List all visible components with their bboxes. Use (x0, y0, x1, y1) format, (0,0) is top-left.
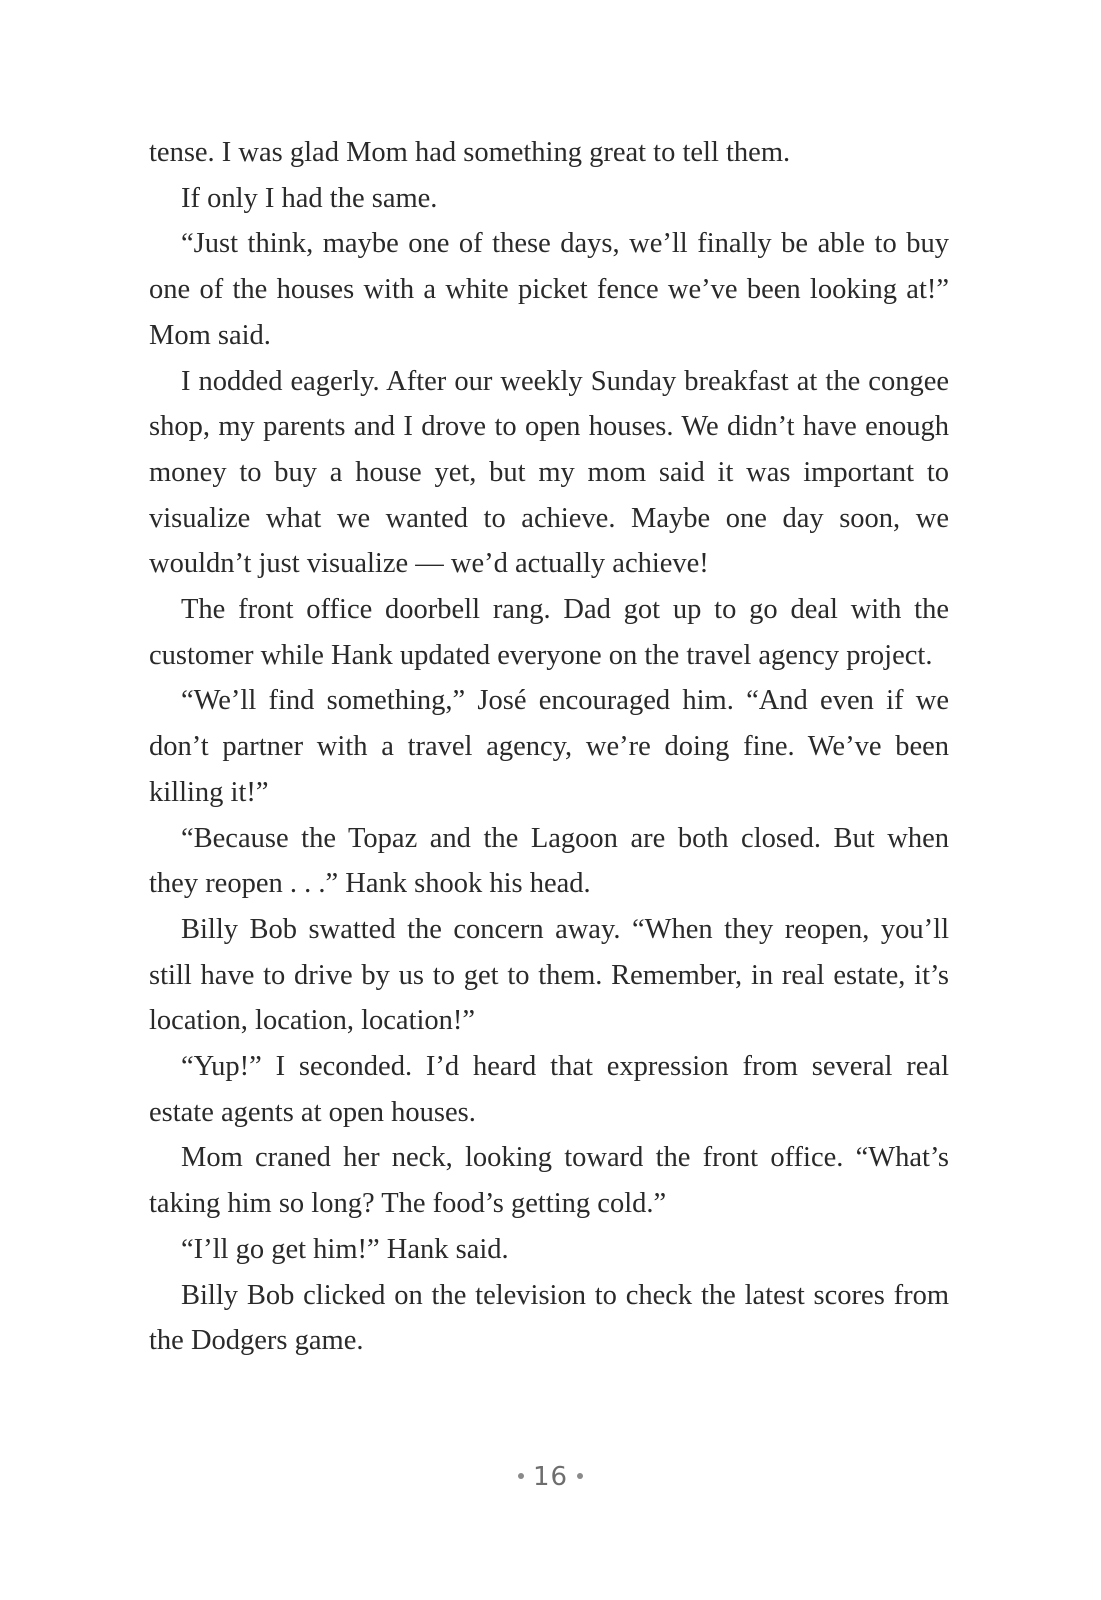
paragraph-12: Billy Bob clicked on the television to check the latest scores from the Dodgers game. (149, 1279, 949, 1357)
paragraph-11: “I’ll go get him!” Hank said. (181, 1233, 509, 1265)
body-text (149, 130, 949, 1364)
paragraph-8: Billy Bob swatted the concern away. “When they reopen, you’ll still have to drive by us to get to them. Remember, in real estate, it’s location, location, location!” (149, 913, 949, 1037)
paragraph-3: “Just think, maybe one of these days, we’ll finally be able to buy one of the houses with a white picket fence we’ve been looking at!” Mom said. (149, 228, 949, 351)
page-number-footer (0, 1462, 1101, 1492)
paragraph-4: I nodded eagerly. After our weekly Sunday breakfast at the congee shop, my parents and I drove to open houses. We didn’t have enough money to buy a house yet, but my mom said it was important to visualize what we wanted to achieve. Maybe one day soon, we wouldn’t just visualize — we’d actually achieve! (149, 365, 949, 580)
paragraph-1: tense. I was glad Mom had something great to tell them. (149, 137, 791, 168)
paragraph-7: “Because the Topaz and the Lagoon are both closed. But when they reopen . . .” Hank shook his head. (149, 822, 949, 900)
paragraph-2: If only I had the same. (181, 182, 438, 214)
paragraph-6: “We’ll find something,” José encouraged him. “And even if we don’t partner with a travel agency, we’re doing fine. We’ve been killing it!” (149, 685, 949, 808)
page-number: 16 (532, 1462, 569, 1492)
paragraph-5: The front office doorbell rang. Dad got up to go deal with the customer while Hank updated everyone on the travel agency project. (149, 594, 949, 671)
bullet-dot-icon (518, 1473, 524, 1479)
bullet-dot-icon (577, 1473, 583, 1479)
paragraph-10: Mom craned her neck, looking toward the front office. “What’s taking him so long? The food’s getting cold.” (149, 1142, 949, 1220)
paragraph-9: “Yup!” I seconded. I’d heard that expression from several real estate agents at open houses. (149, 1051, 949, 1128)
